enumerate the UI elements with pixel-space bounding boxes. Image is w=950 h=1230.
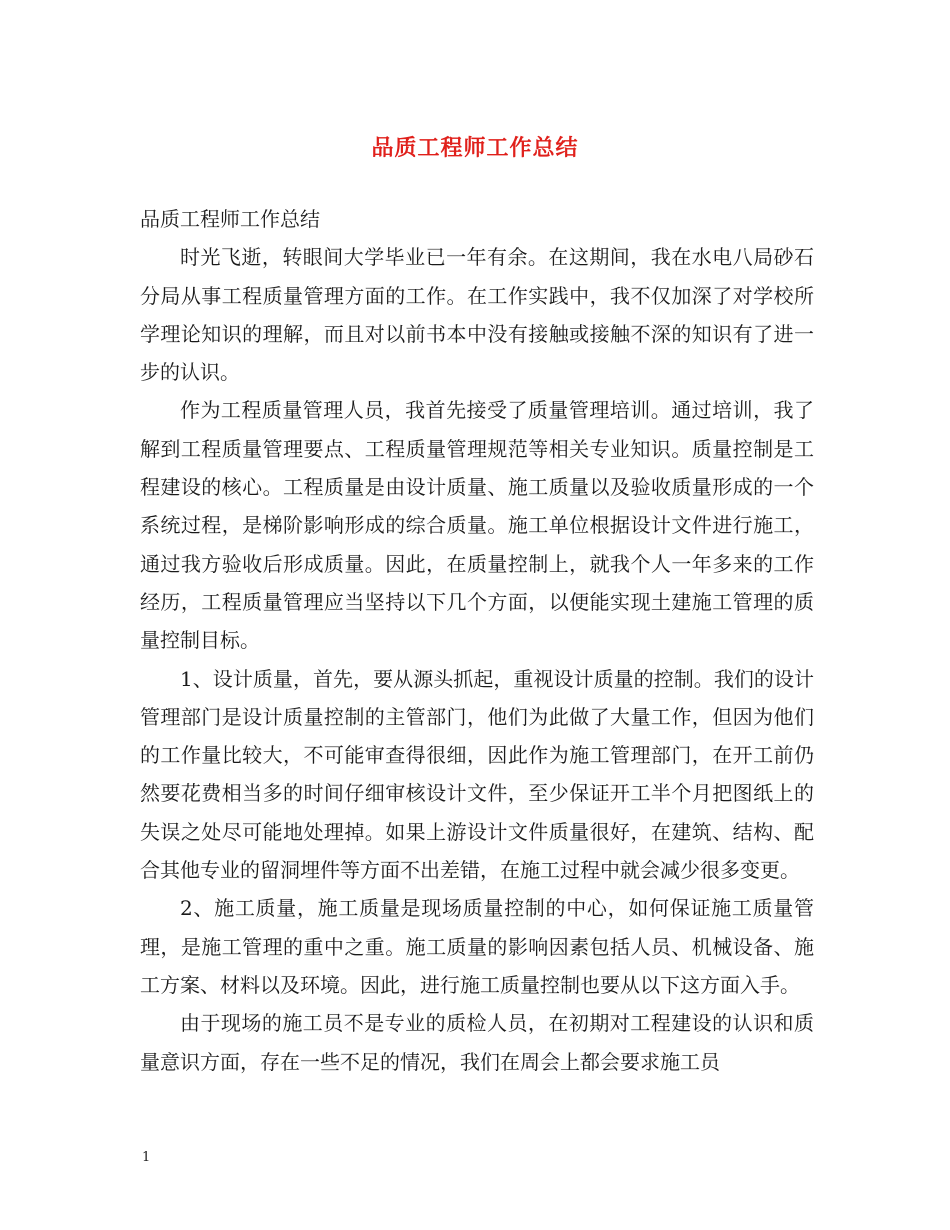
document-title: 品质工程师工作总结 [371, 135, 579, 161]
paragraph-1: 时光飞逝，转眼间大学毕业已一年有余。在这期间，我在水电八局砂石分局从事工程质量管理方面的工作。在工作实践中，我不仅加深了对学校所学理论知识的理解，而且对以前书本中没有接触或接触不深的知识有了进一步的认识。 [140, 245, 814, 385]
paragraph-5: 由于现场的施工员不是专业的质检人员，在初期对工程建设的认识和质量意识方面，存在一些不足的情况，我们在周会上都会要求施工员 [140, 1011, 814, 1074]
paragraph-3: 1、设计质量，首先，要从源头抓起，重视设计质量的控制。我们的设计管理部门是设计质量控制的主管部门，他们为此做了大量工作，但因为他们的工作量比较大，不可能审查得很细，因此作为施工管理部门，在开工前仍然要花费相当多的时间仔细审核设计文件，至少保证开工半个月把图纸上的失误之处尽可能地处理掉。如果上游设计文件质量很好，在建筑、结构、配合其他专业的留洞埋件等方面不出差错，在施工过程中就会减少很多变更。 [140, 666, 814, 883]
paragraph-4: 2、施工质量，施工质量是现场质量控制的中心，如何保证施工质量管理，是施工管理的重中之重。施工质量的影响因素包括人员、机械设备、施工方案、材料以及环境。因此，进行施工质量控制也要从以下这方面入手。 [140, 896, 814, 997]
document-heading: 品质工程师工作总结 [140, 207, 320, 231]
paragraph-2: 作为工程质量管理人员，我首先接受了质量管理培训。通过培训，我了解到工程质量管理要点、工程质量管理规范等相关专业知识。质量控制是工程建设的核心。工程质量是由设计质量、施工质量以及验收质量形成的一个系统过程，是梯阶影响形成的综合质量。施工单位根据设计文件进行施工，通过我方验收后形成质量。因此，在质量控制上，就我个人一年多来的工作经历，工程质量管理应当坚持以下几个方面，以便能实现土建施工管理的质量控制目标。 [140, 398, 814, 653]
page-number: 1 [142, 1150, 151, 1165]
document-body [140, 200, 814, 1081]
